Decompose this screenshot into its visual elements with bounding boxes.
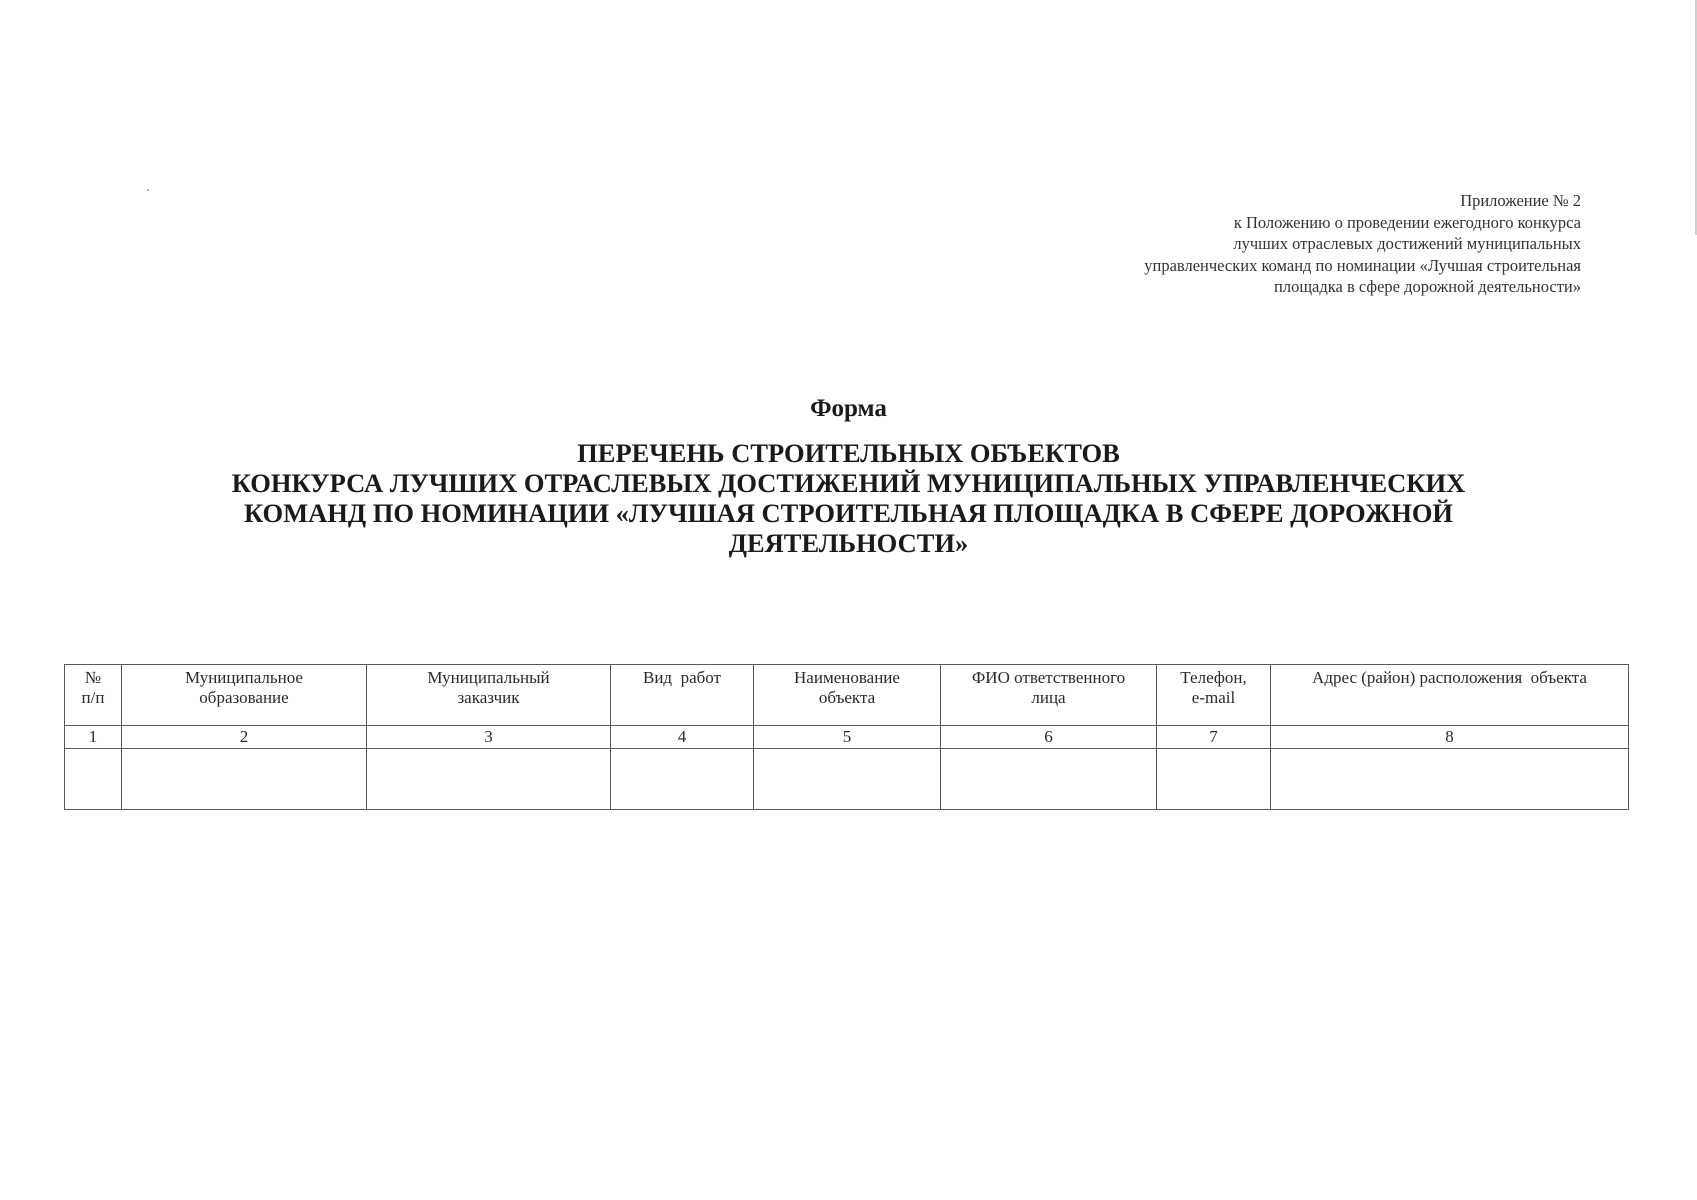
title-line: ДЕЯТЕЛЬНОСТИ»	[728, 528, 969, 558]
column-number-cell: 3	[367, 726, 611, 749]
column-number-cell: 6	[941, 726, 1157, 749]
column-number-cell: 1	[65, 726, 122, 749]
header-cell-work-type	[611, 665, 754, 726]
table-cell	[367, 749, 611, 810]
header-cell-municipality	[122, 665, 367, 726]
table-cell	[1271, 749, 1629, 810]
header-text: e-mail	[1191, 688, 1236, 707]
title-line: КОНКУРСА ЛУЧШИХ ОТРАСЛЕВЫХ ДОСТИЖЕНИЙ МУНИЦИПАЛЬНЫХ УПРАВЛЕНЧЕСКИХ	[231, 468, 1466, 498]
appendix-line: к Положению о проведении ежегодного конкурса	[1233, 212, 1581, 232]
table-cell	[122, 749, 367, 810]
header-text: образование	[199, 688, 289, 707]
header-text: лица	[1031, 688, 1066, 707]
header-cell-contacts	[1157, 665, 1271, 726]
header-text: объекта	[818, 688, 876, 707]
table-header-row	[65, 665, 1629, 726]
header-text: заказчик	[457, 688, 520, 707]
scan-speck	[147, 189, 149, 191]
column-number-cell: 7	[1157, 726, 1271, 749]
objects-table	[64, 664, 1629, 810]
column-number-cell: 5	[754, 726, 941, 749]
title-line: ПЕРЕЧЕНЬ СТРОИТЕЛЬНЫХ ОБЪЕКТОВ	[577, 438, 1120, 468]
header-text: №	[84, 668, 102, 687]
title-line: КОМАНД ПО НОМИНАЦИИ «ЛУЧШАЯ СТРОИТЕЛЬНАЯ ПЛОЩАДКА В СФЕРЕ ДОРОЖНОЙ	[243, 498, 1454, 528]
header-text: Телефон,	[1180, 668, 1247, 687]
header-text: Адрес (район) расположения объекта	[1312, 668, 1587, 687]
header-text: п/п	[81, 688, 105, 707]
header-cell-customer	[367, 665, 611, 726]
header-cell-number	[65, 665, 122, 726]
table-cell	[754, 749, 941, 810]
document-title	[150, 438, 1547, 558]
appendix-line: Приложение № 2	[1460, 191, 1581, 210]
header-cell-responsible-person	[941, 665, 1157, 726]
table-cell	[941, 749, 1157, 810]
form-label: Форма	[810, 395, 887, 422]
table-cell	[611, 749, 754, 810]
header-text: Муниципальное	[185, 668, 303, 687]
header-text: ФИО ответственного	[971, 668, 1126, 687]
table-cell	[1157, 749, 1271, 810]
column-number-cell: 2	[122, 726, 367, 749]
appendix-line: площадка в сфере дорожной деятельности»	[1274, 277, 1581, 296]
appendix-line: управленческих команд по номинации «Лучшая строительная	[1144, 255, 1581, 275]
header-text: Вид работ	[643, 668, 721, 687]
column-number-row	[65, 726, 1629, 749]
table-row	[65, 749, 1629, 810]
header-cell-object-name	[754, 665, 941, 726]
header-text: Наименование	[794, 668, 900, 687]
table-cell	[65, 749, 122, 810]
appendix-note	[961, 190, 1581, 298]
appendix-line: лучших отраслевых достижений муниципальных	[1233, 234, 1581, 253]
header-text: Муниципальный	[427, 668, 550, 687]
column-number-cell: 8	[1271, 726, 1629, 749]
header-cell-address	[1271, 665, 1629, 726]
column-number-cell: 4	[611, 726, 754, 749]
